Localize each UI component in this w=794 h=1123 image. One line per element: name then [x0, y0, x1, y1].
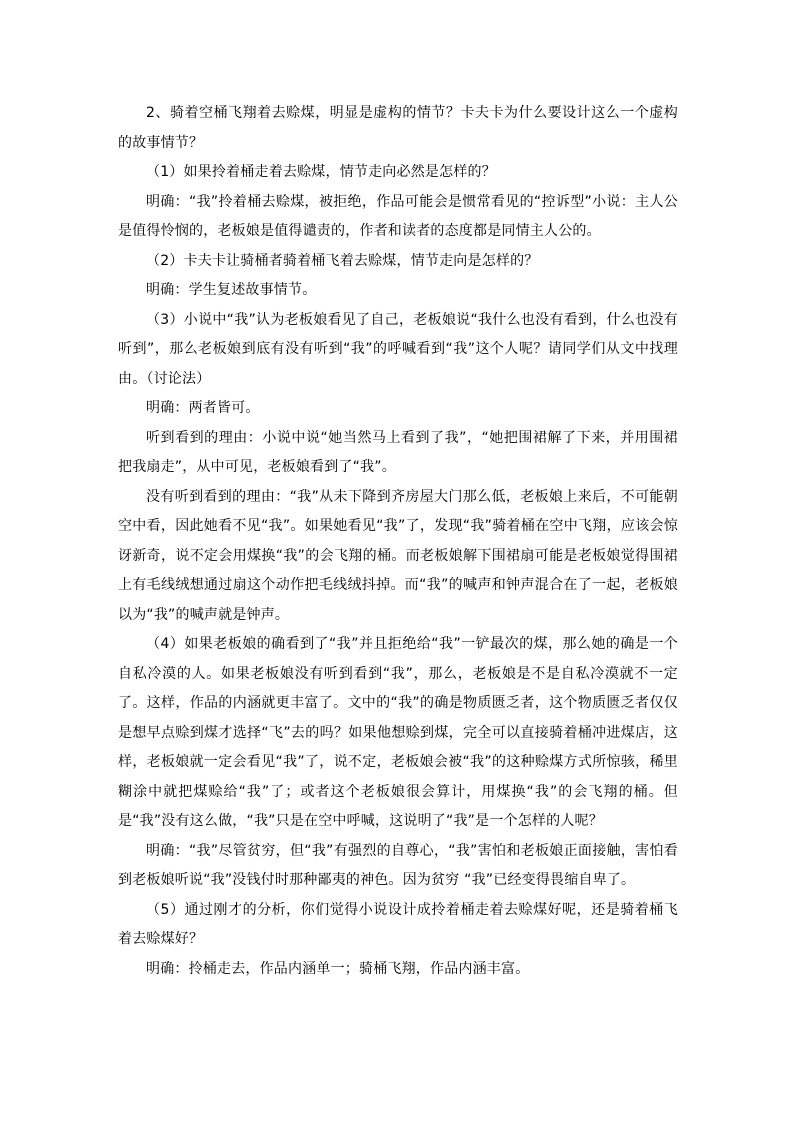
paragraph-answer-5: 明确：拎桶走去，作品内涵单一；骑桶飞翔，作品内涵丰富。	[146, 960, 530, 977]
paragraph-answer-1: 明确：“我”拎着桶去赊煤，被拒绝，作品可能会是惯常看见的“控诉型”小说：主人公是值得怜悯的，老板娘是值得谴责的，作者和读者的态度都是同情主人公的。	[118, 193, 678, 239]
paragraph-answer-4: 明确：“我”尽管贫穷，但“我”有强烈的自尊心，“我”害怕和老板娘正面接触，害怕看到老板娘听说“我”没钱付时那种鄙夷的神色。因为贫穷 “我”已经变得畏缩自卑了。	[118, 842, 678, 888]
paragraph-answer-2: 明确：学生复述故事情节。	[146, 282, 317, 298]
paragraph-reason-not-seen: 没有听到看到的理由：“我”从未下降到齐房屋大门那么低，老板娘上来后，不可能朝空中看，因此她看不见“我”。如果她看见“我”了，发现“我”骑着桶在空中飞翔，应该会惊讶新奇，说不定会用煤换“我”的会飞翔的桶。而老板娘解下围裙扇可能是老板娘觉得围裙上有毛线绒想通过扇这个动作把毛线绒抖掉。而“我”的喊声和钟声混合在了一起，老板娘以为“我”的喊声就是钟声。	[118, 488, 678, 623]
paragraph-subquestion-2: （2）卡夫卡让骑桶者骑着桶飞着去赊煤，情节走向是怎样的？	[146, 252, 539, 269]
paragraph-subquestion-4: （4）如果老板娘的确看到了“我”并且拒绝给“我”一铲最次的煤，那么她的确是一个自私冷漠的人。如果老板娘没有听到看到“我”，那么，老板娘是不是自私冷漠就不一定了。这样，作品的内涵就更丰富了。文中的“我”的确是物质匮乏者，这个物质匮乏者仅仅是想早点赊到煤才选择“飞”去的吗？如果他想赊到煤，完全可以直接骑着桶冲进煤店，这样，老板娘就一定会看见“我”了，说不定，老板娘会被“我”的这种赊煤方式所惊骇，稀里糊涂中就把煤赊给“我”了；或者这个老板娘很会算计，用煤换“我”的会飞翔的桶。但是“我”没有这么做，“我”只是在空中呼喊，这说明了“我”是一个怎样的人呢？	[118, 636, 678, 829]
paragraph-subquestion-3: （3）小说中“我”认为老板娘看见了自己，老板娘说“我什么也没有看到，什么也没有听到”，那么老板娘到底有没有听到“我”的呼喊看到“我”这个人呢？请同学们从文中找理由。（讨论法）	[118, 311, 678, 387]
paragraph-subquestion-5: （5）通过刚才的分析，你们觉得小说设计成拎着桶走着去赊煤好呢，还是骑着桶飞着去赊煤好？	[118, 901, 678, 947]
document-body	[118, 99, 678, 984]
paragraph-reason-seen: 听到看到的理由：小说中说“她当然马上看到了我”，“她把围裙解了下来，并用围裙把我扇走”，从中可见，老板娘看到了“我”。	[118, 429, 678, 475]
paragraph-subquestion-1: （1）如果拎着桶走着去赊煤，情节走向必然是怎样的？	[146, 164, 496, 180]
paragraph-answer-3: 明确：两者皆可。	[146, 400, 260, 416]
paragraph-question-2: 2、骑着空桶飞翔着去赊煤，明显是虚构的情节？卡夫卡为什么要设计这么一个虚构的故事情节？	[118, 105, 678, 151]
